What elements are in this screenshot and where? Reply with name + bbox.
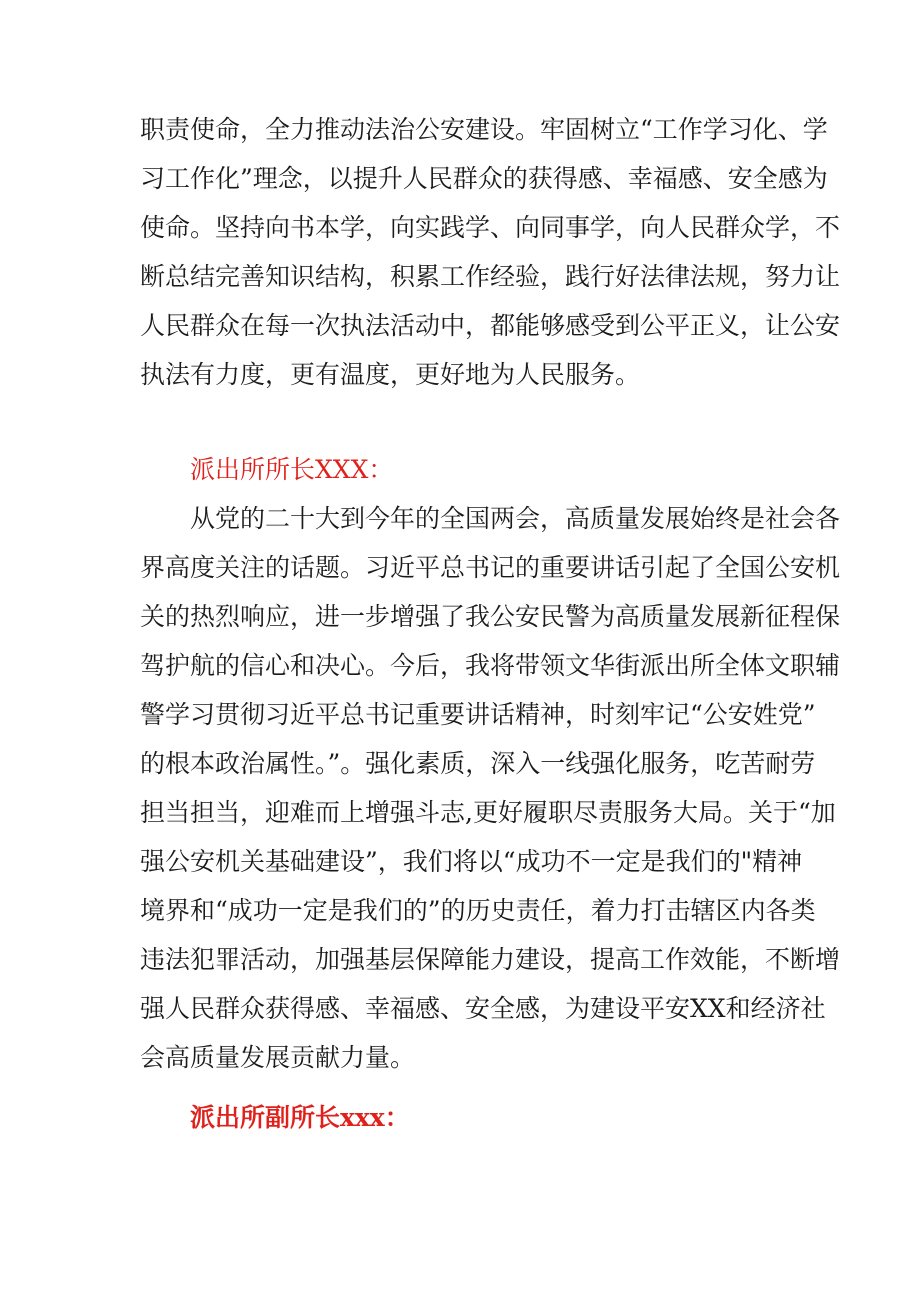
paragraph2-line: 驾护航的信心和决心。今后，我将带领文华街派出所全体文职辅: [140, 651, 841, 680]
paragraph2-line: 会高质量发展贡献力量。: [140, 1043, 416, 1072]
paragraph2-line: 强人民群众获得感、幸福感、安全感，为建设平安XX和经济社: [140, 994, 826, 1023]
paragraph2-line: 强公安机关基础建设”，我们将以“成功不一定是我们的"精神: [140, 847, 803, 876]
paragraph2-line: 违法犯罪活动，加强基层保障能力建设，提高工作效能，不断增: [140, 945, 841, 974]
paragraph1-line: 使命。坚持向书本学，向实践学、向同事学，向人民群众学，不: [140, 213, 841, 242]
paragraph1-line: 人民群众在每一次执法活动中，都能够感受到公平正义，让公安: [140, 311, 841, 340]
paragraph2-line: 界高度关注的话题。习近平总书记的重要讲话引起了全国公安机: [140, 553, 841, 582]
paragraph1-line: 执法有力度，更有温度，更好地为人民服务。: [140, 360, 641, 389]
speaker-heading: 派出所副所长xxx：: [190, 1103, 410, 1132]
paragraph1-line: 职责使命，全力推动法治公安建设。牢固树立“工作学习化、学: [140, 115, 828, 144]
paragraph2-line: 担当担当，迎难而上增强斗志,更好履职尽责服务大局。关于“加: [140, 798, 836, 827]
speaker-heading: 派出所所长XXX：: [190, 455, 394, 484]
paragraph1-line: 习工作化”理念，以提升人民群众的获得感、幸福感、安全感为: [140, 164, 828, 193]
paragraph2-line: 从党的二十大到今年的全国两会，高质量发展始终是社会各: [190, 504, 841, 533]
paragraph2-line: 境界和“成功一定是我们的”的历史责任，着力打击辖区内各类: [140, 896, 816, 925]
paragraph2-line: 关的热烈响应，进一步增强了我公安民警为高质量发展新征程保: [140, 602, 841, 631]
paragraph2-line: 警学习贯彻习近平总书记重要讲话精神，时刻牢记“公安姓党”: [140, 700, 816, 729]
paragraph1-line: 断总结完善知识结构，积累工作经验，践行好法律法规，努力让: [140, 262, 841, 291]
paragraph2-line: 的根本政治属性。”。强化素质，深入一线强化服务，吃苦耐劳: [140, 749, 816, 778]
